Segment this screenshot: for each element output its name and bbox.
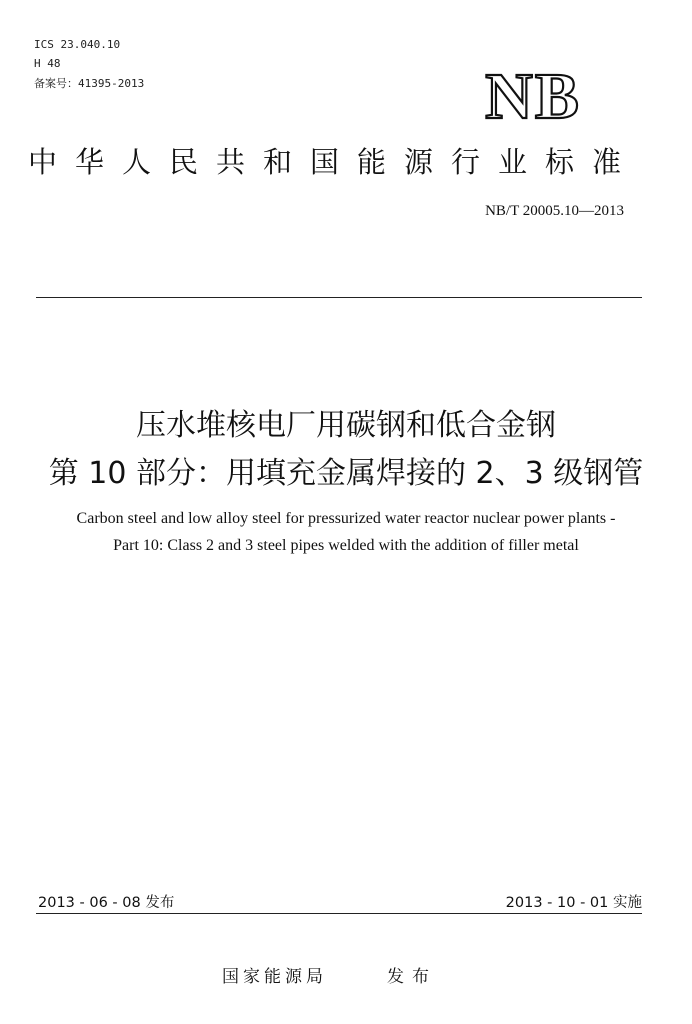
top-divider xyxy=(36,297,642,298)
organization-title: 中华人民共和国能源行业标准 xyxy=(28,145,640,179)
issued-label: 发布 xyxy=(387,967,437,987)
implement-date: 2013 - 10 - 01 实施 xyxy=(505,895,642,911)
standard-number: NB/T 20005.10—2013 xyxy=(485,203,624,219)
ics-code: ICS 23.040.10 xyxy=(34,38,121,51)
title-en-line1: Carbon steel and low alloy steel for pressurized water reactor nuclear power plants - xyxy=(76,510,616,527)
issuing-authority: 国家能源局 xyxy=(222,967,327,987)
nb-logo xyxy=(458,66,608,122)
bottom-divider xyxy=(36,913,642,914)
title-cn-line2: 第 10 部分：用填充金属焊接的 2、3 级钢管 xyxy=(48,456,644,491)
title-en-line2: Part 10: Class 2 and 3 steel pipes welded with the addition of filler metal xyxy=(113,537,579,554)
title-cn-line1: 压水堆核电厂用碳钢和低合金钢 xyxy=(136,408,556,443)
record-number: 备案号：41395-2013 xyxy=(34,77,145,90)
ccs-code: H 48 xyxy=(34,57,61,70)
nb-logo-text: NB xyxy=(485,66,581,122)
publish-date: 2013 - 06 - 08 发布 xyxy=(38,895,175,911)
